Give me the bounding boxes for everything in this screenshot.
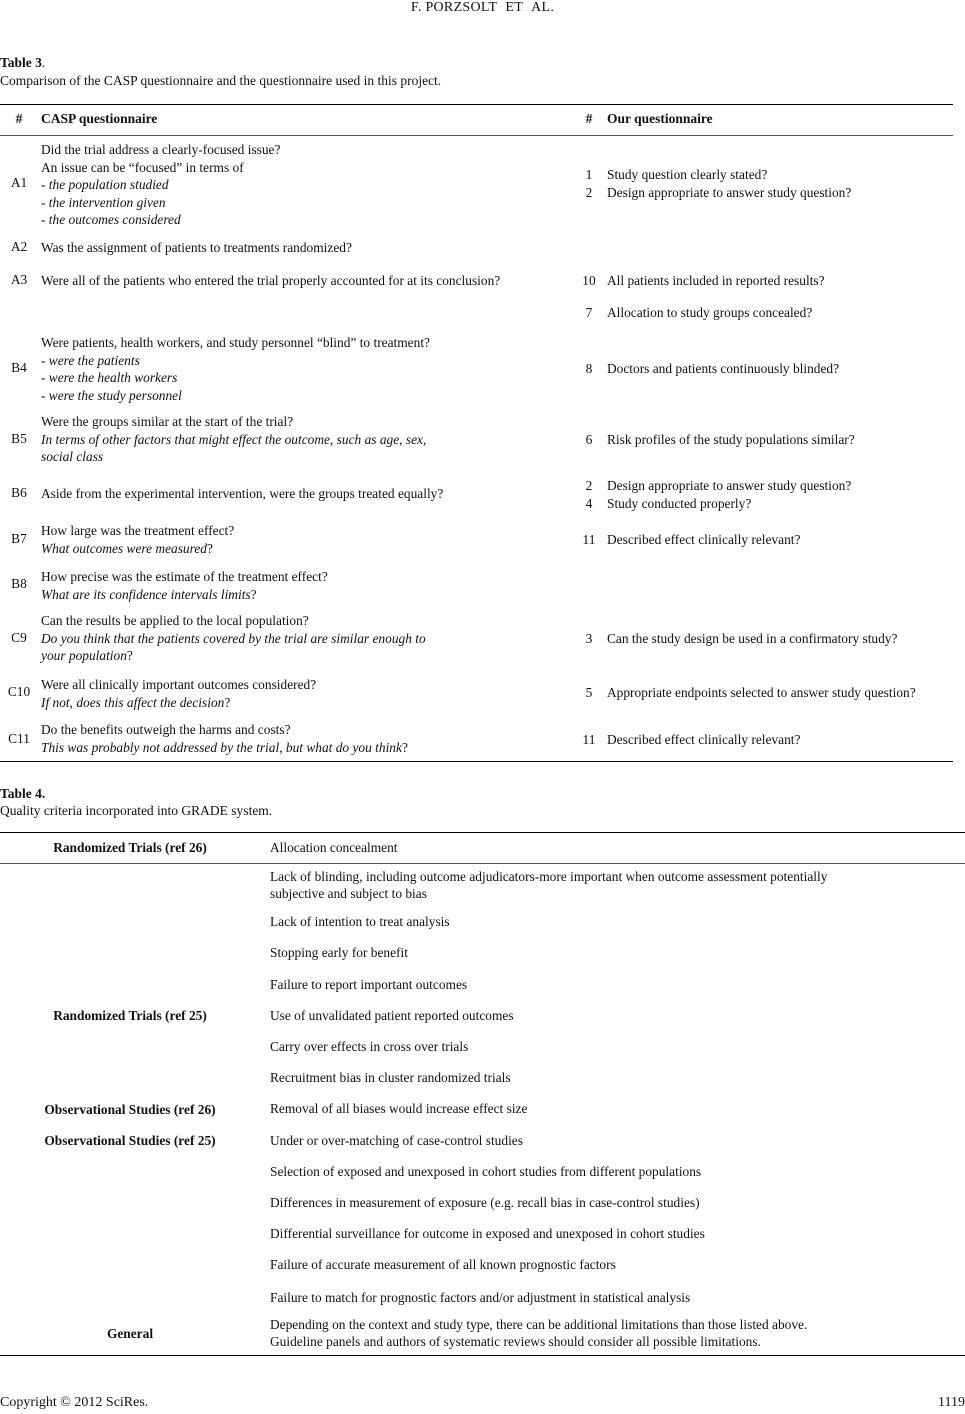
- row-question: Were all clinically important outcomes considered? If not, does this affect the decision?: [41, 677, 317, 710]
- row-ours: Described effect clinically relevant?: [607, 732, 801, 747]
- criterion-item: Lack of intention to treat analysis: [270, 914, 450, 929]
- row-question: Did the trial address a clearly-focused issue? An issue can be “focused” in terms of - the population studied - the intervention given - the outcomes considered: [41, 142, 281, 227]
- row-question: Aside from the experimental intervention, were the groups treated equally?: [41, 486, 444, 501]
- row-num: 2 4: [585, 478, 593, 511]
- row-num: 10: [582, 273, 596, 288]
- row-num: 11: [582, 732, 596, 747]
- row-code: B4: [11, 360, 27, 375]
- criterion-item: Carry over effects in cross over trials: [270, 1039, 469, 1054]
- row-question: Can the results be applied to the local population? Do you think that the patients covered by the trial are similar enough to your population?: [41, 613, 426, 663]
- row-question: Were all of the patients who entered the trial properly accounted for at its conclusion?: [41, 273, 501, 288]
- row-ours: Can the study design be used in a confirmatory study?: [607, 631, 898, 646]
- row-ours: Allocation to study groups concealed?: [607, 305, 813, 320]
- criterion-item: Stopping early for benefit: [270, 945, 408, 960]
- table4-caption: Quality criteria incorporated into GRADE system.: [0, 803, 273, 818]
- table4-bottom-rule: [0, 1355, 965, 1356]
- table3-bottom-rule: [0, 761, 953, 762]
- copyright-notice: Copyright © 2012 SciRes.: [0, 1395, 149, 1410]
- row-num: 5: [585, 685, 593, 700]
- table3-header-rule: [0, 135, 953, 136]
- row-num: 1 2: [585, 167, 593, 200]
- criterion-item: Recruitment bias in cluster randomized trials: [270, 1070, 511, 1085]
- row-code: B6: [11, 485, 27, 500]
- row-code: C10: [7, 684, 31, 699]
- criterion-item: Lack of blinding, including outcome adjudicators-more important when outcome assessment potentially subjective and subject to bias: [270, 869, 828, 901]
- row-ours: Doctors and patients continuously blinded?: [607, 361, 840, 376]
- t3-header-casp: CASP questionnaire: [41, 111, 158, 126]
- table4-top-rule: [0, 832, 965, 833]
- row-code: B8: [11, 576, 27, 591]
- row-num: 6: [585, 432, 593, 447]
- row-num: 7: [585, 305, 593, 320]
- author-2: ET: [505, 0, 524, 15]
- group-label-rt26: Randomized Trials (ref 26): [53, 840, 207, 855]
- row-ours: Design appropriate to answer study question? Study conducted properly?: [607, 478, 852, 511]
- row-ours: Appropriate endpoints selected to answer study question?: [607, 685, 916, 700]
- row-num: 3: [585, 631, 593, 646]
- group-label-os26: Observational Studies (ref 26): [44, 1102, 216, 1117]
- t3-header-num1: #: [15, 111, 23, 126]
- table4-header-rule: [0, 863, 965, 864]
- row-code: A2: [10, 239, 28, 254]
- row-code: C9: [11, 630, 27, 645]
- row-question: How large was the treatment effect? What outcomes were measured?: [41, 523, 235, 556]
- row-code: B5: [11, 431, 27, 446]
- running-head: [0, 0, 965, 16]
- row-question: Do the benefits outweigh the harms and costs? This was probably not addressed by the trial, but what do you think?: [41, 722, 408, 755]
- row-question: Were the groups similar at the start of the trial? In terms of other factors that might effect the outcome, such as age, sex, social class: [41, 414, 427, 464]
- author-1: F. PORZSOLT: [410, 0, 498, 15]
- row-ours: Risk profiles of the study populations similar?: [607, 432, 855, 447]
- group-label-os25: Observational Studies (ref 25): [44, 1133, 216, 1148]
- author-3: AL.: [531, 0, 555, 15]
- criterion-item: Failure of accurate measurement of all known prognostic factors: [270, 1257, 616, 1272]
- row-ours: All patients included in reported results?: [607, 273, 825, 288]
- criterion-item: Differences in measurement of exposure (e.g. recall bias in case-control studies): [270, 1195, 700, 1210]
- criterion-item: Selection of exposed and unexposed in cohort studies from different populations: [270, 1164, 702, 1179]
- page-number: 1119: [938, 1395, 965, 1410]
- criterion-item: Use of unvalidated patient reported outcomes: [270, 1008, 514, 1023]
- row-ours: Described effect clinically relevant?: [607, 532, 801, 547]
- row-num: 11: [582, 532, 596, 547]
- group-label-rt25: Randomized Trials (ref 25): [53, 1008, 207, 1023]
- row-code: A3: [10, 272, 28, 287]
- group-label-general: General: [106, 1326, 154, 1341]
- criterion-item: Allocation concealment: [270, 840, 398, 855]
- t3-header-num2: #: [585, 111, 593, 126]
- row-question: Were patients, health workers, and study personnel “blind” to treatment? - were the patients - were the health workers - were the study personnel: [41, 335, 430, 403]
- criterion-item: Failure to report important outcomes: [270, 977, 468, 992]
- row-ours: Study question clearly stated? Design appropriate to answer study question?: [607, 167, 852, 200]
- row-code: B7: [11, 531, 27, 546]
- row-code: C11: [8, 731, 30, 746]
- row-num: 8: [585, 361, 593, 376]
- t3-header-ours: Our questionnaire: [607, 111, 713, 126]
- table4-title: Table 4.: [0, 786, 46, 801]
- criterion-item: Under or over-matching of case-control studies: [270, 1133, 523, 1148]
- row-question: How precise was the estimate of the treatment effect? What are its confidence intervals limits?: [41, 569, 328, 602]
- table3-top-rule: [0, 104, 953, 105]
- row-question: Was the assignment of patients to treatments randomized?: [41, 240, 352, 255]
- row-code: A1: [10, 175, 28, 190]
- table3-caption: Comparison of the CASP questionnaire and the questionnaire used in this project.: [0, 73, 442, 88]
- criterion-item: Depending on the context and study type, there can be additional limitations than those listed above. Guideline panels and authors of systematic reviews should consider all possible limitations.: [270, 1317, 808, 1349]
- criterion-item: Differential surveillance for outcome in exposed and unexposed in cohort studies: [270, 1226, 705, 1241]
- criterion-item: Removal of all biases would increase effect size: [270, 1101, 528, 1116]
- table3-title: Table 3.: [0, 55, 46, 70]
- criterion-item: Failure to match for prognostic factors and/or adjustment in statistical analysis: [270, 1290, 691, 1305]
